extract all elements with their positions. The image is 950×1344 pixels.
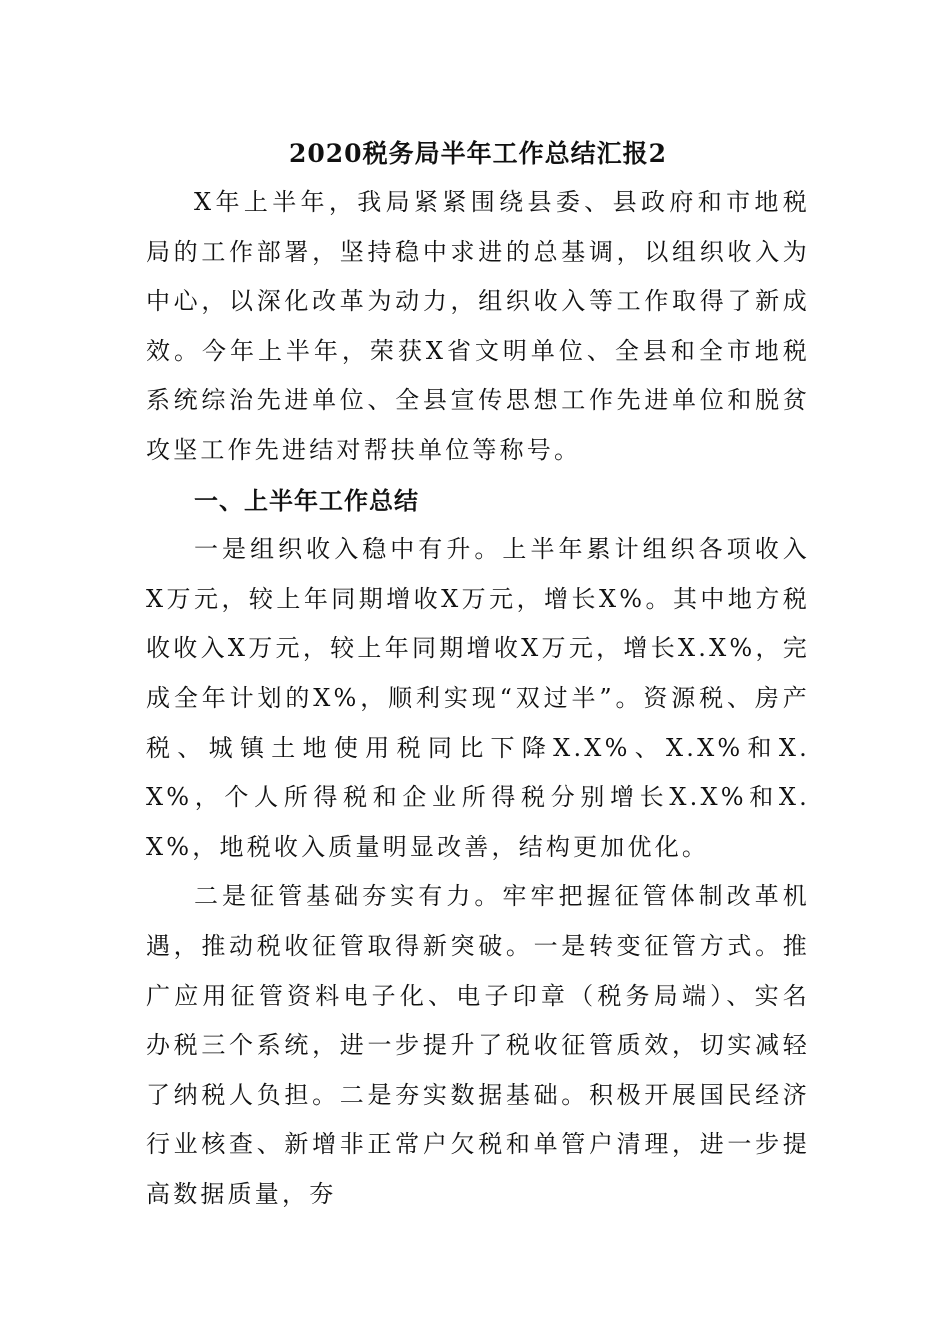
document-title: 2020税务局半年工作总结汇报2	[289, 139, 667, 168]
document-page	[146, 130, 810, 1219]
intro-paragraph: X年上半年，我局紧紧围绕县委、县政府和市地税局的工作部署，坚持稳中求进的总基调，以组织收入为中心，以深化改革为动力，组织收入等工作取得了新成效。今年上半年，荣获X省文明单位、全县和全市地税系统综治先进单位、全县宣传思想工作先进单位和脱贫攻坚工作先进结对帮扶单位等称号。	[146, 188, 810, 464]
section-paragraph-2: 二是征管基础夯实有力。牢牢把握征管体制改革机遇，推动税收征管取得新突破。一是转变征管方式。推广应用征管资料电子化、电子印章（税务局端）、实名办税三个系统，进一步提升了税收征管质效，切实减轻了纳税人负担。二是夯实数据基础。积极开展国民经济行业核查、新增非正常户欠税和单管户清理，进一步提高数据质量，夯	[146, 882, 810, 1208]
section-heading: 一、上半年工作总结	[194, 485, 419, 515]
section-paragraph-1: 一是组织收入稳中有升。上半年累计组织各项收入X万元，较上年同期增收X万元，增长X%。其中地方税收收入X万元，较上年同期增收X万元，增长X.X%，完成全年计划的X%，顺利实现“双过半”。资源税、房产税、城镇土地使用税同比下降X.X%、X.X%和X.X%，个人所得税和企业所得税分别增长X.X%和X.X%，地税收入质量明显改善，结构更加优化。	[146, 535, 810, 861]
